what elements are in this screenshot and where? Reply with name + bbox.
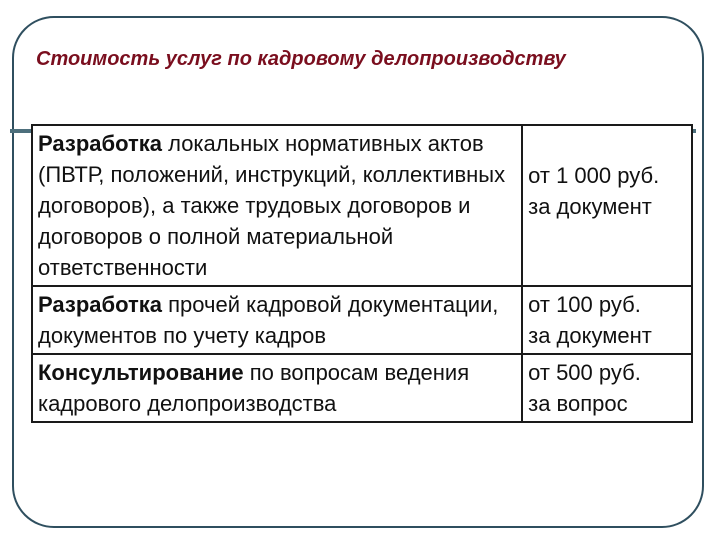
service-description: прочей кадровой документации, документов по учету кадров: [38, 292, 499, 348]
service-price-unit: за документ: [528, 323, 652, 348]
service-price-unit: за документ: [528, 194, 652, 219]
service-price-cell: [522, 354, 692, 422]
service-description-cell: [32, 354, 522, 422]
service-name: Разработка: [38, 292, 162, 317]
service-name: Разработка: [38, 131, 162, 156]
slide-title: Стоимость услуг по кадровому делопроизводству: [36, 48, 566, 70]
service-price-unit: за вопрос: [528, 391, 628, 416]
table-row: [32, 286, 692, 354]
table-row: [32, 125, 692, 286]
service-price: от 1 000 руб.: [528, 163, 660, 188]
service-description: по вопросам ведения кадрового делопроизводства: [38, 360, 470, 416]
service-name: Консультирование: [38, 360, 244, 385]
service-price-cell: [522, 125, 692, 286]
service-description-cell: [32, 125, 522, 286]
service-description: локальных нормативных актов (ПВТР, положений, инструкций, коллективных договоров), а также трудовых договоров и договоров о полной материальной ответственности: [38, 131, 506, 280]
service-description-cell: [32, 286, 522, 354]
service-price: от 500 руб.: [528, 360, 641, 385]
table-row: [32, 354, 692, 422]
services-price-table: [31, 124, 693, 423]
service-price-cell: [522, 286, 692, 354]
service-price: от 100 руб.: [528, 292, 641, 317]
